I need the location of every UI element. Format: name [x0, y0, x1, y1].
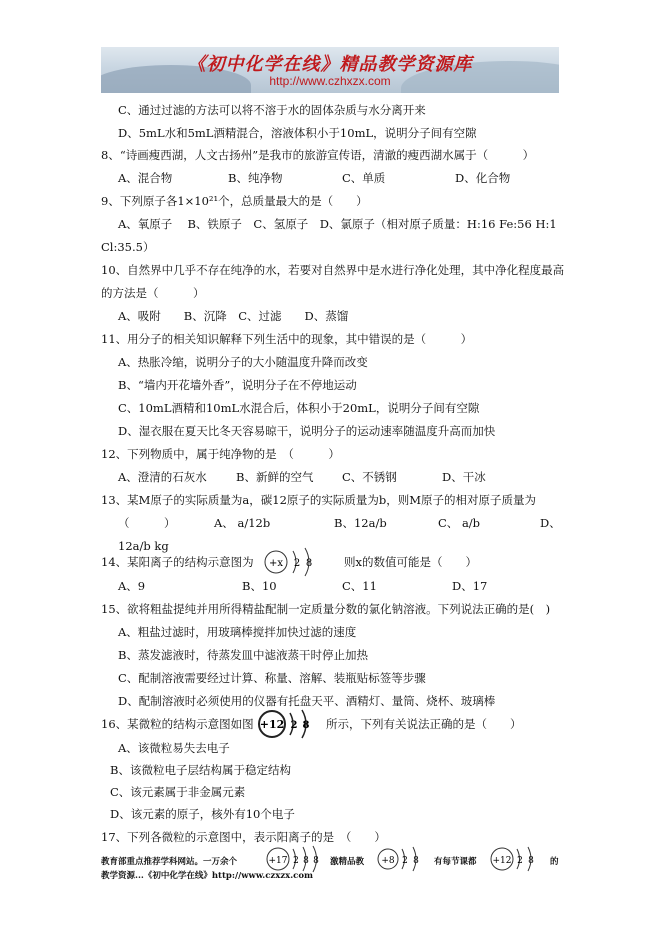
question-11: 11、用分子的相关知识解释下列生活中的现象，其中错误的是（ ）: [101, 332, 473, 346]
option-text: D、配制溶液时必须使用的仪器有托盘天平、酒精灯、量筒、烧杯、玻璃棒: [118, 694, 496, 708]
header-banner: [101, 47, 559, 93]
shell-electron-count: 8: [303, 856, 309, 866]
option-text: A、 a/12b: [214, 516, 271, 530]
option-text: D、17: [452, 579, 488, 593]
banner-url[interactable]: http://www.czhxzx.com: [269, 74, 391, 88]
question-16-cont: 所示，下列有关说法正确的是（ ）: [326, 717, 522, 731]
banner-title: 《初中化学在线》精品教学资源库: [187, 54, 473, 75]
option-text: C、该元素属于非金属元素: [110, 785, 246, 799]
question-12: 12、下列物质中，属于纯净物的是 （ ）: [101, 447, 340, 461]
option-text: （ ）: [118, 516, 176, 530]
option-text: C、单质: [342, 171, 386, 185]
option-text: Cl:35.5）: [101, 240, 155, 254]
shell-electron-count: 8: [528, 856, 534, 866]
option-text: B、蒸发滤液时，待蒸发皿中滤液蒸干时停止加热: [118, 648, 368, 662]
nucleus-charge: +8: [381, 856, 395, 866]
option-text: A、混合物: [118, 171, 173, 185]
option-text: A、粗盐过滤时，用玻璃棒搅拌加快过滤的速度: [118, 625, 357, 639]
nucleus-charge: +12: [492, 856, 512, 866]
option-text: C、通过过滤的方法可以将不溶于水的固体杂质与水分离开来: [118, 103, 426, 117]
option-text: A、吸附 B、沉降 C、过滤 D、蒸馏: [118, 309, 349, 323]
shell-electron-count: 2: [293, 856, 299, 866]
footer-link[interactable]: 教学资源...《初中化学在线》http://www.czxzx.com: [101, 871, 314, 881]
option-text: B、纯净物: [228, 171, 283, 185]
option-text: B、新鲜的空气: [236, 470, 314, 484]
question-13: 13、某M原子的实际质量为a，碳12原子的实际质量为b，则M原子的相对原子质量为: [101, 493, 537, 507]
option-text: B、该微粒电子层结构属于稳定结构: [110, 763, 291, 777]
footer-text: 的: [550, 857, 559, 867]
particle-structure-diagram: [256, 707, 322, 741]
nucleus-charge: +x: [268, 558, 284, 569]
question-14: 14、某阳离子的结构示意图为: [101, 555, 254, 569]
option-text: A、澄清的石灰水: [118, 470, 207, 484]
shell-electron-count: 8: [313, 856, 319, 866]
option-text: D、湿衣服在夏天比冬天容易晾干，说明分子的运动速率随温度升高而加快: [118, 424, 496, 438]
question-9: 9、下列原子各1×10²¹个，总质量最大的是（ ）: [101, 194, 368, 208]
question-14-cont: 则x的数值可能是（ ）: [344, 555, 477, 569]
option-text: D、: [540, 516, 561, 530]
question-16: 16、某微粒的结构示意图如图: [101, 717, 254, 731]
footer-text: 教育部重点推荐学科网站。一万余个: [101, 857, 238, 867]
question-10: 10、自然界中几乎不存在纯净的水，若要对自然界中是水进行净化处理，其中净化程度最高: [101, 263, 565, 277]
shell-electron-count: 2: [517, 856, 523, 866]
option-text: C、不锈钢: [342, 470, 397, 484]
option-text: A、该微粒易失去电子: [118, 741, 230, 755]
option-text: C、 a/b: [438, 516, 481, 530]
question-8: 8、“诗画瘦西湖，人文古扬州”是我市的旅游宣传语，清澈的瘦西湖水属于（ ）: [101, 148, 535, 162]
option-text: B、10: [242, 579, 277, 593]
option-text: D、该元素的原子，核外有10个电子: [110, 807, 295, 821]
option-text: A、氧原子 B、铁原子 C、氢原子 D、氯原子（相对原子质量：H:16 Fe:56 H:1: [118, 217, 557, 231]
option-text: D、干冰: [442, 470, 486, 484]
question-15: 15、欲将粗盐提纯并用所得精盐配制一定质量分数的氯化钠溶液。下列说法正确的是( ): [101, 602, 551, 616]
shell-electron-count: 8: [413, 856, 419, 866]
nucleus-charge: +17: [268, 856, 288, 866]
question-17: 17、下列各微粒的示意图中，表示阳离子的是 （ ）: [101, 830, 386, 844]
shell-electron-count: 2: [402, 856, 408, 866]
footer-text: 有每节课都: [434, 857, 477, 867]
shell-electron-count: 2: [293, 558, 301, 569]
ion-structure-diagram: [262, 545, 328, 579]
option-text: A、9: [118, 579, 146, 593]
option-text: B、“墙内开花墙外香”，说明分子在不停地运动: [118, 378, 357, 392]
particle-diagram-c: [488, 845, 548, 875]
shell-electron-count: 2: [290, 720, 298, 731]
option-text: 12a/b kg: [118, 539, 169, 553]
question-10-cont: 的方法是（ ）: [101, 286, 205, 300]
option-text: C、配制溶液需要经过计算、称量、溶解、装瓶贴标签等步骤: [118, 671, 426, 685]
particle-diagram-b: [375, 845, 431, 875]
option-text: A、热胀冷缩，说明分子的大小随温度升降而改变: [118, 355, 368, 369]
option-text: D、5mL水和5mL酒精混合，溶液体积小于10mL，说明分子间有空隙: [118, 126, 477, 140]
nucleus-charge: +12: [259, 718, 285, 731]
option-text: C、11: [342, 579, 377, 593]
option-text: B、12a/b: [334, 516, 387, 530]
option-text: C、10mL酒精和10mL水混合后，体积小于20mL，说明分子间有空隙: [118, 401, 480, 415]
shell-electron-count: 8: [302, 720, 310, 731]
footer-text: 激精品教: [330, 857, 365, 867]
option-text: D、化合物: [455, 171, 511, 185]
shell-electron-count: 8: [305, 558, 313, 569]
